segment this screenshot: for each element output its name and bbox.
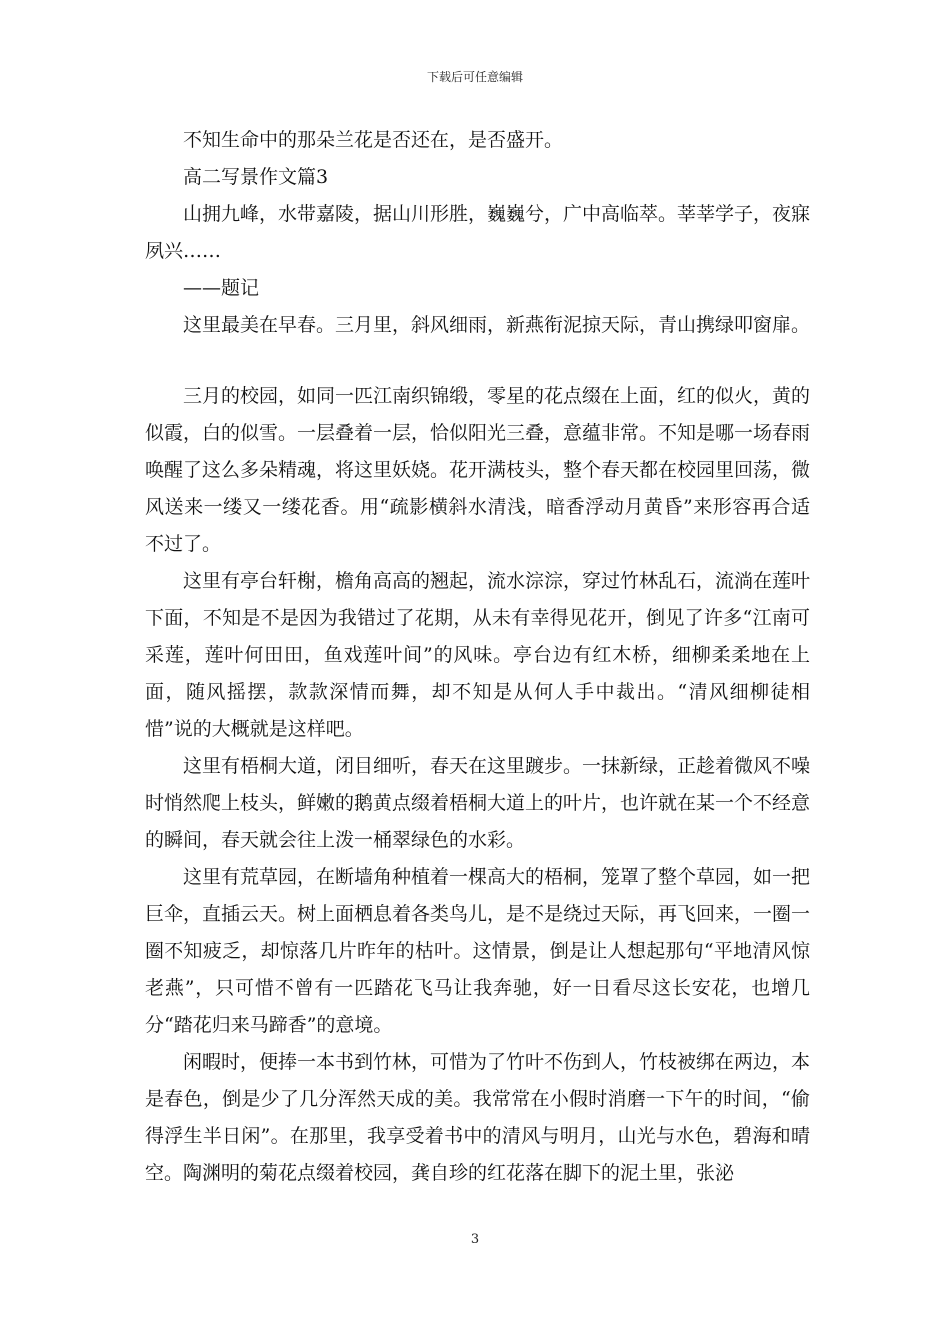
paragraph: 这里最美在早春。三月里，斜风细雨，新燕衔泥掠天际，青山携绿叩窗扉。 (183, 314, 811, 336)
document-body (145, 122, 810, 1192)
paragraph: 这里有梧桐大道，闭目细听，春天在这里踱步。一抹新绿，正趁着微风不噪时悄然爬上枝头，鲜嫩的鹅黄点缀着梧桐大道上的叶片，也许就在某一个不经意的瞬间，春天就会往上泼一桶翠绿色的水彩。 (145, 755, 811, 851)
paragraph: 三月的校园，如同一匹江南织锦缎，零星的花点缀在上面，红的似火，黄的似霞，白的似雪。一层叠着一层，恰似阳光三叠，意蕴非常。不知是哪一场春雨唤醒了这么多朵精魂，将这里妖娆。花开满枝头，整个春天都在校园里回荡，微风送来一缕又一缕花香。用“疏影横斜水清浅，暗香浮动月黄昏”来形容再合适不过了。 (145, 385, 811, 555)
page-number: 3 (470, 1232, 480, 1247)
paragraph: 不知生命中的那朵兰花是否还在，是否盛开。 (183, 129, 564, 151)
paragraph: 这里有荒草园，在断墙角种植着一棵高大的梧桐，笼罩了整个草园，如一把巨伞，直插云天。树上面栖息着各类鸟儿，是不是绕过天际，再飞回来，一圈一圈不知疲乏，却惊落几片昨年的枯叶。这情景，倒是让人想起那句“平地清风惊老燕”，只可惜不曾有一匹踏花飞马让我奔驰，好一日看尽这长安花，也增几分“踏花归来马蹄香”的意境。 (145, 866, 811, 1036)
page-header: 下载后可任意编辑 (426, 70, 523, 84)
paragraph: 山拥九峰，水带嘉陵，据山川形胜，巍巍兮，广中高临萃。莘莘学子，夜寐夙兴…… (145, 203, 811, 262)
paragraph: 闲暇时，便捧一本书到竹林，可惜为了竹叶不伤到人，竹枝被绑在两边，本是春色，倒是少了几分浑然天成的美。我常常在小假时消磨一下午的时间，“偷得浮生半日闲”。在那里，我享受着书中的清风与明月，山光与水色，碧海和晴空。陶渊明的菊花点缀着校园，龚自珍的红花落在脚下的泥土里，张泌 (145, 1051, 811, 1184)
paragraph: 这里有亭台轩榭，檐角高高的翘起，流水淙淙，穿过竹林乱石，流淌在莲叶下面，不知是不是因为我错过了花期，从未有幸得见花开，倒见了许多“江南可采莲，莲叶何田田，鱼戏莲叶间”的风味。亭台边有红木桥，细柳柔柔地在上面，随风摇摆，款款深情而舞，却不知是从何人手中裁出。“清风细柳徒相惜”说的大概就是这样吧。 (145, 570, 811, 740)
section-title: 高二写景作文篇3 (183, 166, 329, 188)
epigraph-attribution: ——题记 (183, 277, 260, 299)
